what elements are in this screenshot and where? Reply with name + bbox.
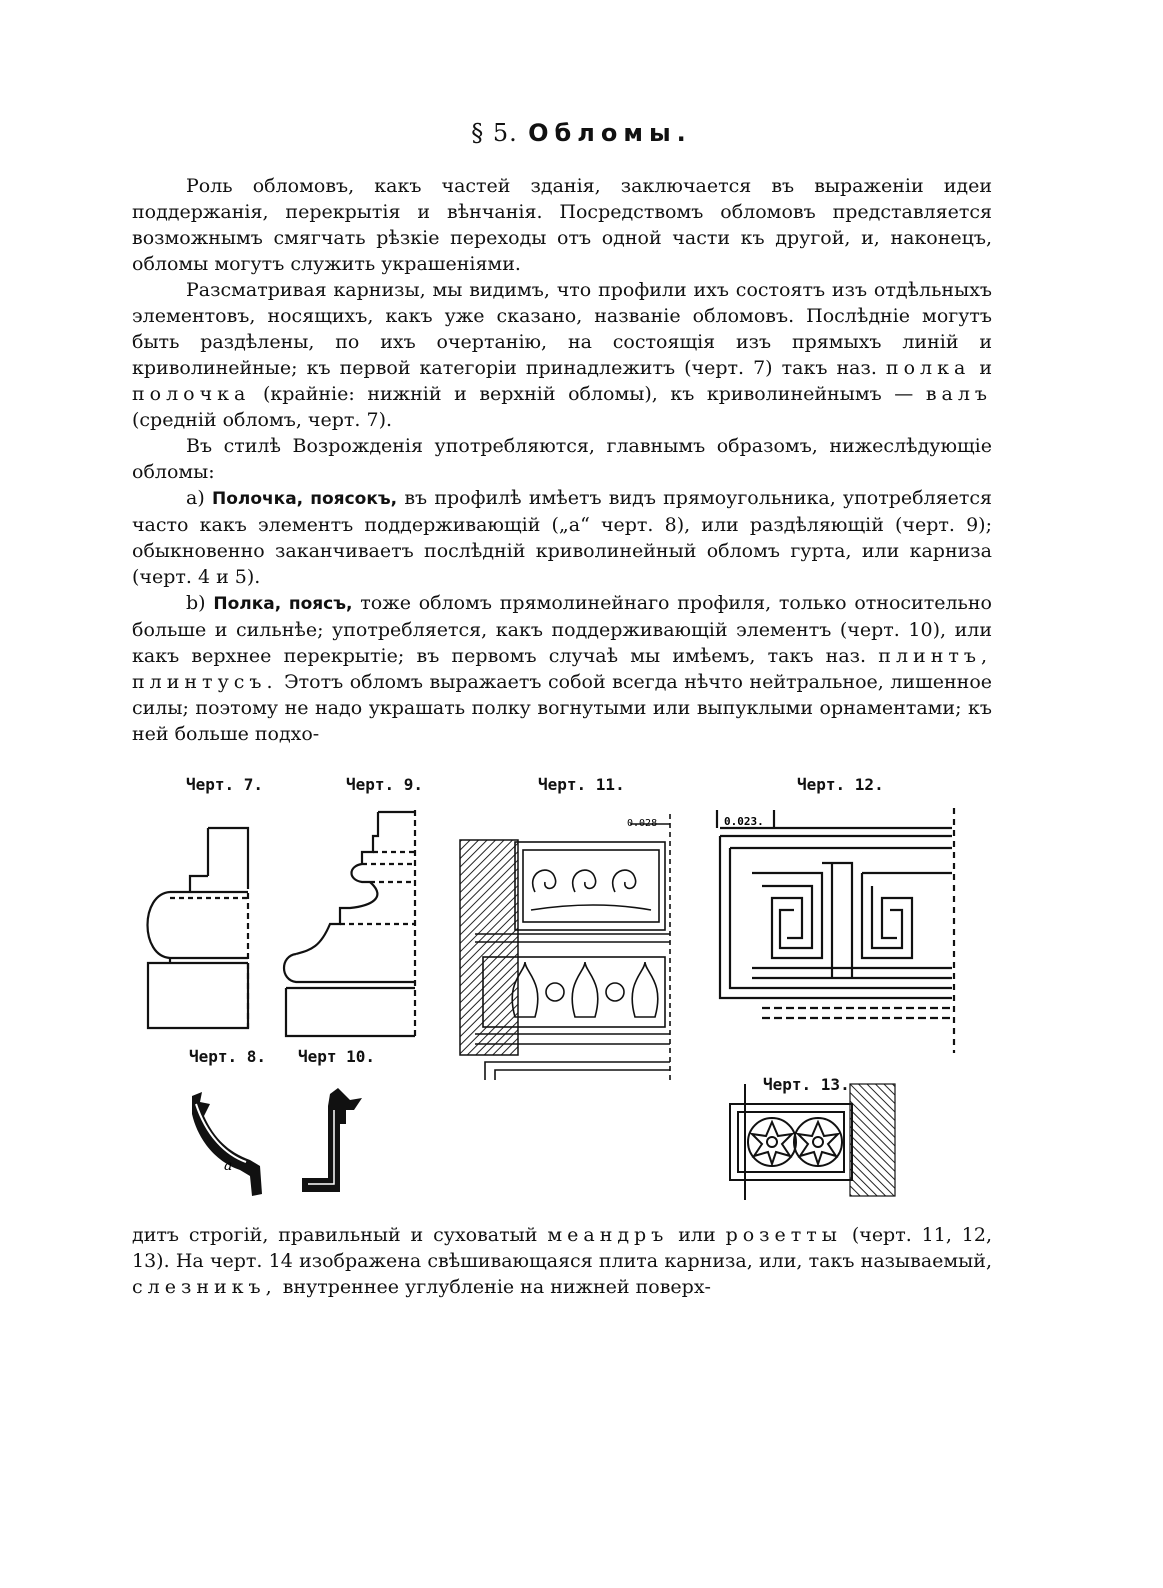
term-meandr: меандръ bbox=[547, 1224, 669, 1246]
fig13-label: Черт. 13. bbox=[763, 1075, 850, 1094]
paragraph-a bbox=[132, 485, 992, 590]
pa-text: въ профилѣ имѣетъ видъ прямоугольника, употребляется часто какъ элементъ поддерживающій („a“ черт. 8), или раздѣляющій (черт. 9); обыкновенно заканчиваетъ послѣдній криволинейный обломъ гурта, или карниза (черт. 4 и 5). bbox=[132, 487, 993, 588]
p4-text-b: или bbox=[678, 1224, 716, 1246]
p4-text-a: дитъ строгій, правильный и суховатый bbox=[132, 1224, 538, 1246]
term-polka-poyas: Полка, поясъ, bbox=[213, 594, 353, 614]
term-rozetty: розетты bbox=[725, 1224, 842, 1246]
lower-text-block bbox=[132, 1222, 992, 1300]
p2-text-c: (крайніе: нижній и верхній обломы), къ криволинейнымъ — bbox=[262, 383, 914, 405]
fig8-mark-a: a bbox=[224, 1158, 233, 1174]
fig7-label: Черт. 7. bbox=[186, 775, 264, 794]
fig13-drawing bbox=[720, 1082, 900, 1202]
paragraph-b bbox=[132, 590, 992, 747]
pa-prefix: a) bbox=[186, 487, 205, 509]
p2-text-b: и bbox=[979, 357, 992, 379]
section-title bbox=[0, 118, 1163, 147]
fig9-drawing bbox=[270, 808, 430, 1038]
p2-text-a: Разсматривая карнизы, мы видимъ, что профили ихъ состоятъ изъ отдѣльныхъ элементовъ, носящихъ, какъ уже сказано, названіе обломовъ. Послѣдніе могутъ быть раздѣлены, по ихъ очертанію, на состоящія изъ прямыхъ линій и криволинейные; къ первой категоріи принадлежитъ (черт. 7) такъ наз. bbox=[132, 279, 992, 379]
pb-prefix: b) bbox=[186, 592, 206, 614]
p2-text-d: (средній обломъ, черт. 7). bbox=[132, 409, 393, 431]
section-number: § 5. bbox=[471, 119, 518, 147]
fig11-label: Черт. 11. bbox=[538, 775, 625, 794]
term-polochka: полочка bbox=[132, 383, 251, 405]
fig9-label: Черт. 9. bbox=[346, 775, 424, 794]
pb-text-b: Этотъ обломъ выражаетъ собой всегда нѣчто нейтральное, лишенное силы; поэтому не надо украшать полку вогнутыми или выпуклыми орнаментами; къ ней больше подхо- bbox=[132, 671, 992, 745]
fig11-dimension: 0.028 bbox=[627, 818, 658, 829]
fig12-drawing bbox=[712, 808, 962, 1058]
fig8-drawing bbox=[180, 1082, 280, 1202]
paragraph-2 bbox=[132, 277, 992, 433]
fig10-drawing bbox=[288, 1082, 378, 1202]
section-heading: Обломы. bbox=[528, 119, 692, 147]
term-val: валъ bbox=[925, 383, 992, 405]
term-polochka-poyasok: Полочка, поясокъ, bbox=[211, 489, 398, 509]
fig12-label: Черт. 12. bbox=[797, 775, 884, 794]
paragraph-1: Роль обломовъ, какъ частей зданія, заключается въ выраженіи идеи поддержанія, перекрытія и вѣнчанія. Посредствомъ обломовъ представляется возможнымъ смягчать рѣзкіе переходы отъ одной части къ другой, и, наконецъ, обломы могутъ служить украшеніями. bbox=[132, 175, 992, 275]
fig12-dimension: 0.023. bbox=[724, 815, 764, 828]
term-plint: плинтъ, плинтусъ. bbox=[132, 645, 992, 693]
term-sleznik: слезникъ, bbox=[132, 1276, 277, 1298]
p4-text-c: (черт. 11, 12, 13). На черт. 14 изображена свѣшивающаяся плита карниза, или, такъ называемый, bbox=[132, 1224, 993, 1272]
fig7-drawing bbox=[130, 818, 270, 1038]
p4-text-d: внутреннее углубленіе на нижней поверх- bbox=[282, 1276, 711, 1298]
fig8-label: Черт. 8. bbox=[189, 1047, 267, 1066]
pb-text-a: тоже обломъ прямолинейнаго профиля, только относительно больше и сильнѣе; употребляется, какъ поддерживающій элементъ (черт. 10), или какъ верхнее перекрытіе; въ первомъ случаѣ мы имѣемъ, такъ наз. bbox=[132, 592, 992, 667]
fig10-label: Черт 10. bbox=[298, 1047, 376, 1066]
term-polka: полка bbox=[885, 357, 971, 379]
fig11-drawing bbox=[455, 812, 685, 1082]
upper-text-block bbox=[132, 173, 992, 747]
paragraph-4 bbox=[132, 1222, 992, 1300]
paragraph-3: Въ стилѣ Возрожденія употребляются, главнымъ образомъ, нижеслѣдующіе обломы: bbox=[132, 435, 992, 483]
